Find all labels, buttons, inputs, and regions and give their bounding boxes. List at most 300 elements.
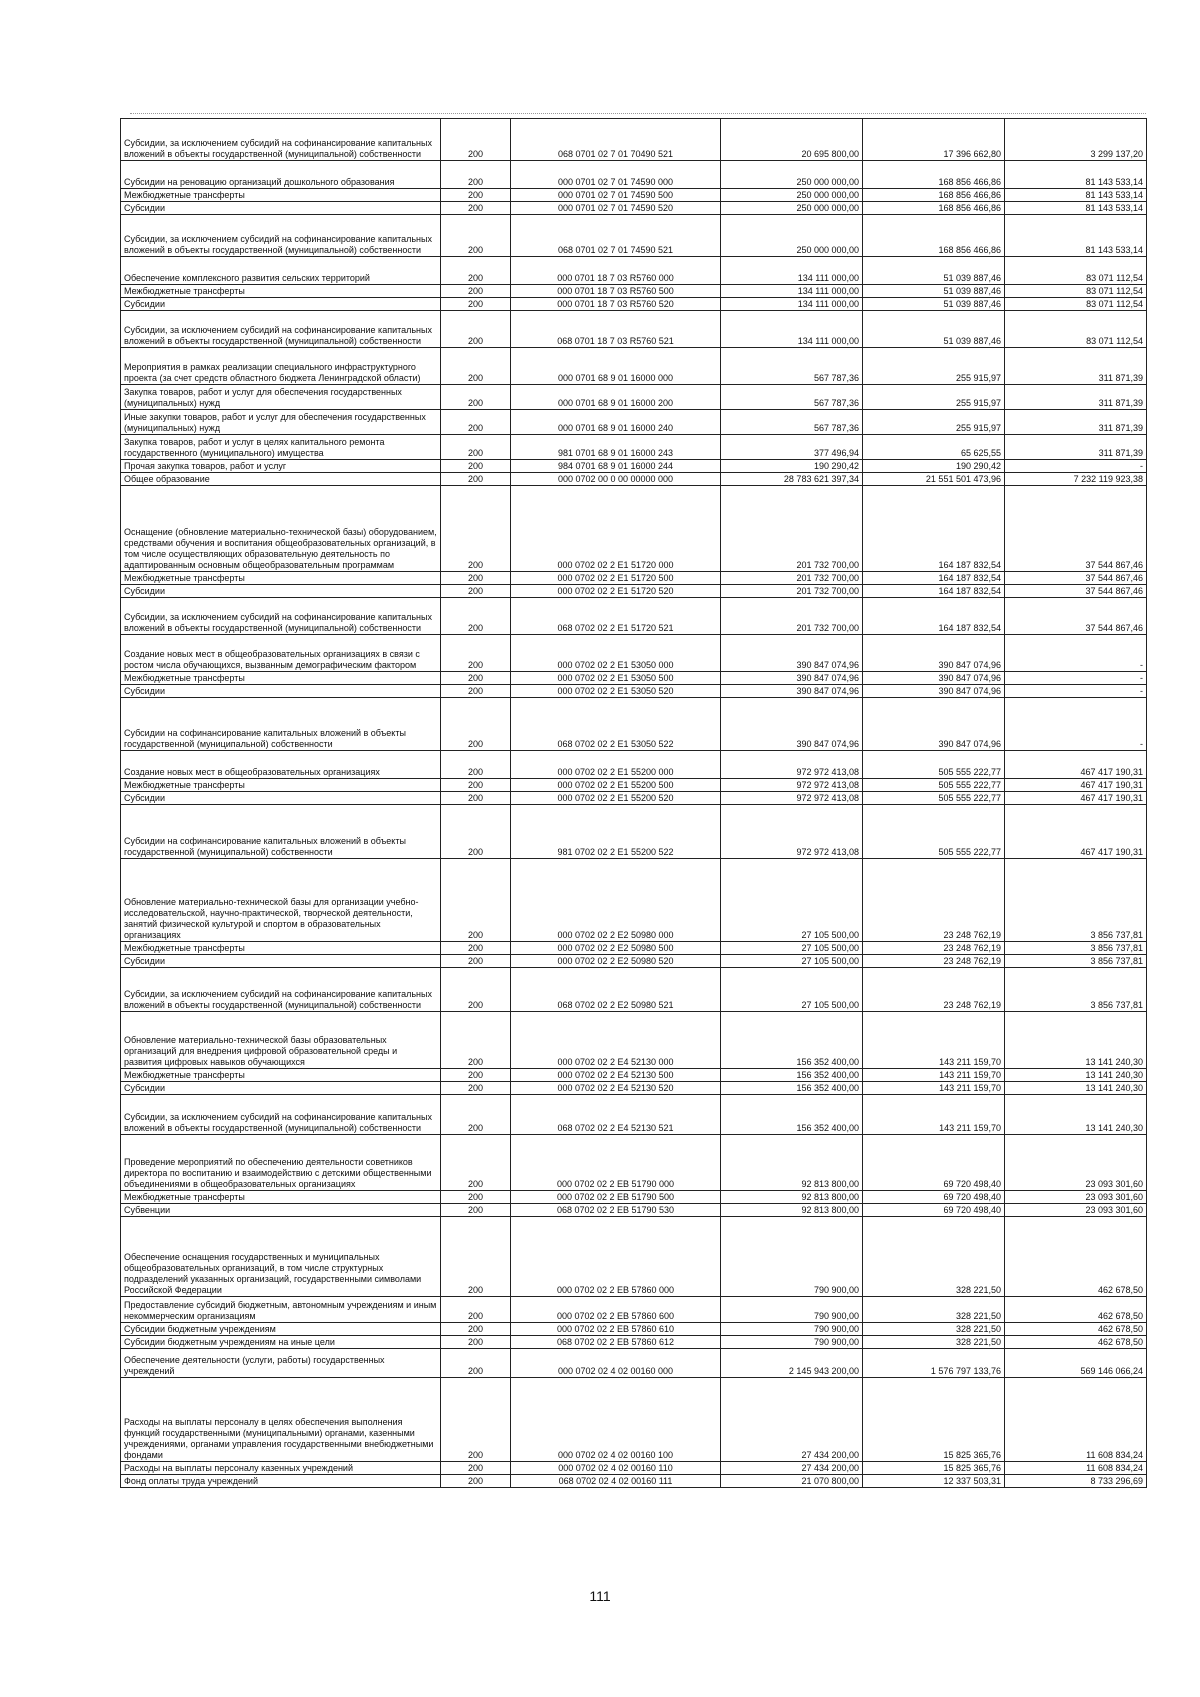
- row-executed-amount: 21 551 501 473,96: [863, 473, 1005, 486]
- row-unexecuted-amount: 37 544 867,46: [1005, 572, 1147, 585]
- row-line-code: 200: [441, 202, 511, 215]
- row-name: Прочая закупка товаров, работ и услуг: [121, 460, 441, 473]
- row-approved-amount: 21 070 800,00: [721, 1475, 863, 1488]
- table-row: [121, 1297, 1147, 1323]
- table-row: [121, 751, 1147, 779]
- row-classification-code: 000 0702 02 2 E1 51720 000: [511, 486, 721, 572]
- row-unexecuted-amount: 81 143 533,14: [1005, 202, 1147, 215]
- row-approved-amount: 156 352 400,00: [721, 1095, 863, 1135]
- row-executed-amount: 168 856 466,86: [863, 202, 1005, 215]
- row-classification-code: 000 0702 02 2 E1 53050 520: [511, 685, 721, 698]
- row-executed-amount: 15 825 365,76: [863, 1378, 1005, 1462]
- row-name: Субсидии: [121, 955, 441, 968]
- table-row: [121, 1475, 1147, 1488]
- row-classification-code: 000 0702 02 2 E4 52130 500: [511, 1069, 721, 1082]
- table-row: [121, 285, 1147, 298]
- row-unexecuted-amount: 23 093 301,60: [1005, 1135, 1147, 1191]
- row-unexecuted-amount: 11 608 834,24: [1005, 1462, 1147, 1475]
- table-row: [121, 215, 1147, 257]
- row-executed-amount: 168 856 466,86: [863, 161, 1005, 189]
- row-line-code: 200: [441, 1349, 511, 1378]
- row-unexecuted-amount: -: [1005, 460, 1147, 473]
- row-name: Обеспечение комплексного развития сельских территорий: [121, 257, 441, 285]
- row-classification-code: 000 0702 02 2 EВ 51790 500: [511, 1191, 721, 1204]
- row-unexecuted-amount: 467 417 190,31: [1005, 792, 1147, 805]
- row-classification-code: 068 0701 02 7 01 70490 521: [511, 119, 721, 161]
- row-unexecuted-amount: 3 299 137,20: [1005, 119, 1147, 161]
- row-executed-amount: 168 856 466,86: [863, 215, 1005, 257]
- row-name: Межбюджетные трансферты: [121, 1069, 441, 1082]
- row-name: Субсидии: [121, 585, 441, 598]
- row-classification-code: 000 0702 02 2 E1 55200 520: [511, 792, 721, 805]
- row-line-code: 200: [441, 942, 511, 955]
- table-row: [121, 598, 1147, 635]
- row-unexecuted-amount: 3 856 737,81: [1005, 955, 1147, 968]
- row-classification-code: 000 0702 00 0 00 00000 000: [511, 473, 721, 486]
- row-line-code: 200: [441, 572, 511, 585]
- row-line-code: 200: [441, 1475, 511, 1488]
- row-executed-amount: 390 847 074,96: [863, 672, 1005, 685]
- row-executed-amount: 390 847 074,96: [863, 698, 1005, 751]
- row-unexecuted-amount: 462 678,50: [1005, 1217, 1147, 1297]
- row-executed-amount: 51 039 887,46: [863, 257, 1005, 285]
- row-approved-amount: 201 732 700,00: [721, 572, 863, 585]
- table-row: [121, 968, 1147, 1012]
- row-unexecuted-amount: 311 871,39: [1005, 435, 1147, 460]
- row-classification-code: 000 0701 18 7 03 R5760 500: [511, 285, 721, 298]
- row-classification-code: 068 0702 02 2 E1 51720 521: [511, 598, 721, 635]
- row-unexecuted-amount: 7 232 119 923,38: [1005, 473, 1147, 486]
- row-executed-amount: 69 720 498,40: [863, 1135, 1005, 1191]
- table-row: [121, 311, 1147, 348]
- row-unexecuted-amount: 13 141 240,30: [1005, 1095, 1147, 1135]
- table-row: [121, 1012, 1147, 1069]
- table-row: [121, 635, 1147, 672]
- row-executed-amount: 12 337 503,31: [863, 1475, 1005, 1488]
- row-line-code: 200: [441, 585, 511, 598]
- row-unexecuted-amount: 23 093 301,60: [1005, 1204, 1147, 1217]
- row-classification-code: 000 0702 02 2 E1 55200 000: [511, 751, 721, 779]
- table-row: [121, 1191, 1147, 1204]
- row-classification-code: 000 0702 02 2 E1 55200 500: [511, 779, 721, 792]
- row-line-code: 200: [441, 460, 511, 473]
- row-executed-amount: 505 555 222,77: [863, 805, 1005, 859]
- row-line-code: 200: [441, 955, 511, 968]
- row-name: Субвенции: [121, 1204, 441, 1217]
- row-classification-code: 068 0702 02 2 EВ 51790 530: [511, 1204, 721, 1217]
- row-approved-amount: 567 787,36: [721, 410, 863, 435]
- row-classification-code: 068 0702 02 2 E4 52130 521: [511, 1095, 721, 1135]
- table-row: [121, 385, 1147, 410]
- row-line-code: 200: [441, 1336, 511, 1349]
- row-line-code: 200: [441, 805, 511, 859]
- row-executed-amount: 69 720 498,40: [863, 1191, 1005, 1204]
- row-approved-amount: 972 972 413,08: [721, 779, 863, 792]
- row-executed-amount: 255 915,97: [863, 348, 1005, 385]
- row-classification-code: 981 0702 02 2 E1 55200 522: [511, 805, 721, 859]
- row-approved-amount: 201 732 700,00: [721, 598, 863, 635]
- row-executed-amount: 328 221,50: [863, 1323, 1005, 1336]
- row-line-code: 200: [441, 385, 511, 410]
- row-name: Межбюджетные трансферты: [121, 285, 441, 298]
- row-line-code: 200: [441, 285, 511, 298]
- row-name: Субсидии, за исключением субсидий на софинансирование капитальных вложений в объекты государственной (муниципальной) собственности: [121, 1095, 441, 1135]
- row-unexecuted-amount: -: [1005, 685, 1147, 698]
- row-unexecuted-amount: 13 141 240,30: [1005, 1069, 1147, 1082]
- row-name: Закупка товаров, работ и услуг для обеспечения государственных (муниципальных) нужд: [121, 385, 441, 410]
- row-name: Субсидии на софинансирование капитальных вложений в объекты государственной (муниципальной) собственности: [121, 698, 441, 751]
- row-approved-amount: 390 847 074,96: [721, 672, 863, 685]
- row-name: Проведение мероприятий по обеспечению деятельности советников директора по воспитанию и взаимодействию с детскими общественными объединениями в общеобразовательных организациях: [121, 1135, 441, 1191]
- row-approved-amount: 972 972 413,08: [721, 792, 863, 805]
- row-approved-amount: 92 813 800,00: [721, 1135, 863, 1191]
- row-executed-amount: 51 039 887,46: [863, 285, 1005, 298]
- row-unexecuted-amount: 311 871,39: [1005, 410, 1147, 435]
- row-line-code: 200: [441, 1378, 511, 1462]
- row-approved-amount: 972 972 413,08: [721, 751, 863, 779]
- row-classification-code: 000 0701 68 9 01 16000 240: [511, 410, 721, 435]
- row-line-code: 200: [441, 598, 511, 635]
- row-name: Общее образование: [121, 473, 441, 486]
- row-approved-amount: 790 900,00: [721, 1323, 863, 1336]
- row-classification-code: 000 0702 02 2 E2 50980 520: [511, 955, 721, 968]
- row-classification-code: 000 0702 02 2 EВ 57860 600: [511, 1297, 721, 1323]
- row-executed-amount: 17 396 662,80: [863, 119, 1005, 161]
- row-line-code: 200: [441, 119, 511, 161]
- row-line-code: 200: [441, 1323, 511, 1336]
- row-unexecuted-amount: 462 678,50: [1005, 1323, 1147, 1336]
- row-executed-amount: 255 915,97: [863, 385, 1005, 410]
- table-row: [121, 410, 1147, 435]
- table-row: [121, 161, 1147, 189]
- row-approved-amount: 92 813 800,00: [721, 1191, 863, 1204]
- row-unexecuted-amount: 3 856 737,81: [1005, 942, 1147, 955]
- table-row: [121, 572, 1147, 585]
- row-name: Обновление материально-технической базы образовательных организаций для внедрения цифровой образовательной среды и развития цифровых навыков обучающихся: [121, 1012, 441, 1069]
- row-classification-code: 000 0702 02 2 E4 52130 000: [511, 1012, 721, 1069]
- row-executed-amount: 255 915,97: [863, 410, 1005, 435]
- row-classification-code: 000 0701 02 7 01 74590 500: [511, 189, 721, 202]
- row-approved-amount: 377 496,94: [721, 435, 863, 460]
- row-approved-amount: 156 352 400,00: [721, 1082, 863, 1095]
- row-unexecuted-amount: 13 141 240,30: [1005, 1012, 1147, 1069]
- row-executed-amount: 143 211 159,70: [863, 1095, 1005, 1135]
- row-approved-amount: 27 105 500,00: [721, 968, 863, 1012]
- row-classification-code: 000 0702 02 4 02 00160 110: [511, 1462, 721, 1475]
- row-executed-amount: 143 211 159,70: [863, 1082, 1005, 1095]
- row-line-code: 200: [441, 215, 511, 257]
- table-row: [121, 805, 1147, 859]
- table-row: [121, 859, 1147, 942]
- table-row: [121, 779, 1147, 792]
- row-name: Субсидии, за исключением субсидий на софинансирование капитальных вложений в объекты государственной (муниципальной) собственности: [121, 968, 441, 1012]
- row-executed-amount: 505 555 222,77: [863, 751, 1005, 779]
- row-line-code: 200: [441, 751, 511, 779]
- row-classification-code: 984 0701 68 9 01 16000 244: [511, 460, 721, 473]
- row-line-code: 200: [441, 1191, 511, 1204]
- table-row: [121, 298, 1147, 311]
- table-row: [121, 1204, 1147, 1217]
- row-name: Межбюджетные трансферты: [121, 1191, 441, 1204]
- row-unexecuted-amount: 467 417 190,31: [1005, 751, 1147, 779]
- row-line-code: 200: [441, 1012, 511, 1069]
- row-line-code: 200: [441, 1095, 511, 1135]
- table-row: [121, 257, 1147, 285]
- row-unexecuted-amount: 37 544 867,46: [1005, 585, 1147, 598]
- row-executed-amount: 164 187 832,54: [863, 486, 1005, 572]
- row-unexecuted-amount: 13 141 240,30: [1005, 1082, 1147, 1095]
- row-unexecuted-amount: 467 417 190,31: [1005, 779, 1147, 792]
- table-row: [121, 1462, 1147, 1475]
- row-line-code: 200: [441, 685, 511, 698]
- table-row: [121, 585, 1147, 598]
- row-approved-amount: 250 000 000,00: [721, 161, 863, 189]
- row-unexecuted-amount: 83 071 112,54: [1005, 285, 1147, 298]
- table-row: [121, 942, 1147, 955]
- row-name: Субсидии: [121, 1082, 441, 1095]
- row-approved-amount: 390 847 074,96: [721, 698, 863, 751]
- row-approved-amount: 790 900,00: [721, 1297, 863, 1323]
- row-name: Создание новых мест в общеобразовательных организациях в связи с ростом числа обучающихся, вызванным демографическим фактором: [121, 635, 441, 672]
- row-name: Создание новых мест в общеобразовательных организациях: [121, 751, 441, 779]
- row-line-code: 200: [441, 298, 511, 311]
- row-line-code: 200: [441, 1217, 511, 1297]
- table-row: [121, 1336, 1147, 1349]
- row-line-code: 200: [441, 792, 511, 805]
- row-classification-code: 000 0702 02 2 EВ 51790 000: [511, 1135, 721, 1191]
- row-name: Иные закупки товаров, работ и услуг для обеспечения государственных (муниципальных) нужд: [121, 410, 441, 435]
- row-approved-amount: 390 847 074,96: [721, 685, 863, 698]
- row-line-code: 200: [441, 1462, 511, 1475]
- row-name: Межбюджетные трансферты: [121, 779, 441, 792]
- row-unexecuted-amount: 81 143 533,14: [1005, 215, 1147, 257]
- row-unexecuted-amount: -: [1005, 672, 1147, 685]
- table-row: [121, 119, 1147, 161]
- row-approved-amount: 27 434 200,00: [721, 1378, 863, 1462]
- row-classification-code: 000 0702 02 2 E2 50980 000: [511, 859, 721, 942]
- row-classification-code: 000 0702 02 2 E1 53050 000: [511, 635, 721, 672]
- row-name: Предоставление субсидий бюджетным, автономным учреждениям и иным некоммерческим организациям: [121, 1297, 441, 1323]
- row-unexecuted-amount: 83 071 112,54: [1005, 257, 1147, 285]
- row-executed-amount: 1 576 797 133,76: [863, 1349, 1005, 1378]
- row-classification-code: 000 0702 02 2 E1 51720 520: [511, 585, 721, 598]
- table-row: [121, 1069, 1147, 1082]
- row-name: Мероприятия в рамках реализации специального инфраструктурного проекта (за счет средств областного бюджета Ленинградской области): [121, 348, 441, 385]
- row-approved-amount: 790 900,00: [721, 1217, 863, 1297]
- row-executed-amount: 143 211 159,70: [863, 1012, 1005, 1069]
- row-unexecuted-amount: 11 608 834,24: [1005, 1378, 1147, 1462]
- row-name: Субсидии бюджетным учреждениям: [121, 1323, 441, 1336]
- scan-edge-mark: [130, 113, 1146, 116]
- table-row: [121, 1378, 1147, 1462]
- row-approved-amount: 972 972 413,08: [721, 805, 863, 859]
- row-approved-amount: 134 111 000,00: [721, 298, 863, 311]
- row-executed-amount: 143 211 159,70: [863, 1069, 1005, 1082]
- row-line-code: 200: [441, 348, 511, 385]
- row-approved-amount: 28 783 621 397,34: [721, 473, 863, 486]
- row-approved-amount: 134 111 000,00: [721, 311, 863, 348]
- row-classification-code: 068 0701 18 7 03 R5760 521: [511, 311, 721, 348]
- row-line-code: 200: [441, 635, 511, 672]
- table-row: [121, 1095, 1147, 1135]
- row-line-code: 200: [441, 161, 511, 189]
- row-executed-amount: 505 555 222,77: [863, 792, 1005, 805]
- row-approved-amount: 2 145 943 200,00: [721, 1349, 863, 1378]
- row-name: Субсидии: [121, 202, 441, 215]
- row-unexecuted-amount: 311 871,39: [1005, 385, 1147, 410]
- row-approved-amount: 190 290,42: [721, 460, 863, 473]
- row-line-code: 200: [441, 257, 511, 285]
- row-executed-amount: 190 290,42: [863, 460, 1005, 473]
- row-unexecuted-amount: 3 856 737,81: [1005, 968, 1147, 1012]
- row-approved-amount: 201 732 700,00: [721, 486, 863, 572]
- row-name: Обновление материально-технической базы для организации учебно-исследовательской, научно-практической, творческой деятельности, занятий физической культурой и спортом в образовательных организациях: [121, 859, 441, 942]
- row-executed-amount: 505 555 222,77: [863, 779, 1005, 792]
- row-line-code: 200: [441, 779, 511, 792]
- row-name: Субсидии, за исключением субсидий на софинансирование капитальных вложений в объекты государственной (муниципальной) собственности: [121, 215, 441, 257]
- row-approved-amount: 27 105 500,00: [721, 955, 863, 968]
- row-line-code: 200: [441, 473, 511, 486]
- row-name: Субсидии, за исключением субсидий на софинансирование капитальных вложений в объекты государственной (муниципальной) собственности: [121, 311, 441, 348]
- row-approved-amount: 567 787,36: [721, 348, 863, 385]
- row-line-code: 200: [441, 1135, 511, 1191]
- row-approved-amount: 567 787,36: [721, 385, 863, 410]
- table-row: [121, 955, 1147, 968]
- row-executed-amount: 328 221,50: [863, 1297, 1005, 1323]
- table-row: [121, 473, 1147, 486]
- row-approved-amount: 27 105 500,00: [721, 942, 863, 955]
- table-row: [121, 1349, 1147, 1378]
- row-name: Субсидии бюджетным учреждениям на иные цели: [121, 1336, 441, 1349]
- row-unexecuted-amount: 467 417 190,31: [1005, 805, 1147, 859]
- row-classification-code: 000 0702 02 4 02 00160 100: [511, 1378, 721, 1462]
- row-unexecuted-amount: 462 678,50: [1005, 1336, 1147, 1349]
- row-name: Закупка товаров, работ и услуг в целях капитального ремонта государственного (муниципального) имущества: [121, 435, 441, 460]
- row-executed-amount: 23 248 762,19: [863, 968, 1005, 1012]
- row-line-code: 200: [441, 1204, 511, 1217]
- row-line-code: 200: [441, 968, 511, 1012]
- table-row: [121, 1217, 1147, 1297]
- row-approved-amount: 156 352 400,00: [721, 1069, 863, 1082]
- row-line-code: 200: [441, 1069, 511, 1082]
- row-line-code: 200: [441, 1297, 511, 1323]
- row-classification-code: 000 0702 02 2 E1 51720 500: [511, 572, 721, 585]
- row-line-code: 200: [441, 698, 511, 751]
- row-name: Субсидии: [121, 685, 441, 698]
- table-row: [121, 685, 1147, 698]
- row-approved-amount: 92 813 800,00: [721, 1204, 863, 1217]
- row-unexecuted-amount: -: [1005, 635, 1147, 672]
- row-unexecuted-amount: -: [1005, 698, 1147, 751]
- row-name: Фонд оплаты труда учреждений: [121, 1475, 441, 1488]
- table-row: [121, 486, 1147, 572]
- row-executed-amount: 15 825 365,76: [863, 1462, 1005, 1475]
- row-line-code: 200: [441, 189, 511, 202]
- row-executed-amount: 390 847 074,96: [863, 685, 1005, 698]
- row-classification-code: 000 0701 18 7 03 R5760 000: [511, 257, 721, 285]
- row-approved-amount: 20 695 800,00: [721, 119, 863, 161]
- row-executed-amount: 164 187 832,54: [863, 598, 1005, 635]
- row-classification-code: 000 0702 02 4 02 00160 000: [511, 1349, 721, 1378]
- table-row: [121, 460, 1147, 473]
- row-approved-amount: 134 111 000,00: [721, 285, 863, 298]
- row-line-code: 200: [441, 486, 511, 572]
- row-executed-amount: 23 248 762,19: [863, 955, 1005, 968]
- row-unexecuted-amount: 81 143 533,14: [1005, 189, 1147, 202]
- row-executed-amount: 65 625,55: [863, 435, 1005, 460]
- table-row: [121, 348, 1147, 385]
- row-executed-amount: 23 248 762,19: [863, 942, 1005, 955]
- row-classification-code: 068 0702 02 4 02 00160 111: [511, 1475, 721, 1488]
- row-approved-amount: 134 111 000,00: [721, 257, 863, 285]
- row-line-code: 200: [441, 859, 511, 942]
- row-line-code: 200: [441, 1082, 511, 1095]
- row-executed-amount: 328 221,50: [863, 1336, 1005, 1349]
- row-name: Субсидии на софинансирование капитальных вложений в объекты государственной (муниципальной) собственности: [121, 805, 441, 859]
- row-line-code: 200: [441, 311, 511, 348]
- row-name: Субсидии на реновацию организаций дошкольного образования: [121, 161, 441, 189]
- row-unexecuted-amount: 8 733 296,69: [1005, 1475, 1147, 1488]
- row-classification-code: 000 0702 02 2 E4 52130 520: [511, 1082, 721, 1095]
- row-name: Оснащение (обновление материально-технической базы) оборудованием, средствами обучения и воспитания общеобразовательных организаций, в том числе осуществляющих образовательную деятельность по адаптированным основным общеобразовательным программам: [121, 486, 441, 572]
- row-approved-amount: 790 900,00: [721, 1336, 863, 1349]
- row-name: Субсидии, за исключением субсидий на софинансирование капитальных вложений в объекты государственной (муниципальной) собственности: [121, 598, 441, 635]
- row-classification-code: 068 0702 02 2 E2 50980 521: [511, 968, 721, 1012]
- row-name: Обеспечение оснащения государственных и муниципальных общеобразовательных организаций, в том числе структурных подразделений указанных организаций, государственными символами Российской Федерации: [121, 1217, 441, 1297]
- row-unexecuted-amount: 83 071 112,54: [1005, 311, 1147, 348]
- row-classification-code: 000 0701 18 7 03 R5760 520: [511, 298, 721, 311]
- row-classification-code: 000 0701 68 9 01 16000 200: [511, 385, 721, 410]
- row-classification-code: 068 0702 02 2 E1 53050 522: [511, 698, 721, 751]
- page-number: 111: [589, 1588, 611, 1604]
- row-name: Межбюджетные трансферты: [121, 572, 441, 585]
- table-row: [121, 792, 1147, 805]
- row-unexecuted-amount: 83 071 112,54: [1005, 298, 1147, 311]
- row-classification-code: 000 0702 02 2 E1 53050 500: [511, 672, 721, 685]
- row-executed-amount: 390 847 074,96: [863, 635, 1005, 672]
- row-classification-code: 068 0702 02 2 EВ 57860 612: [511, 1336, 721, 1349]
- row-classification-code: 000 0702 02 2 E2 50980 500: [511, 942, 721, 955]
- row-name: Расходы на выплаты персоналу казенных учреждений: [121, 1462, 441, 1475]
- row-approved-amount: 250 000 000,00: [721, 202, 863, 215]
- row-approved-amount: 27 434 200,00: [721, 1462, 863, 1475]
- table-row: [121, 698, 1147, 751]
- table-row: [121, 1323, 1147, 1336]
- row-name: Межбюджетные трансферты: [121, 942, 441, 955]
- row-name: Межбюджетные трансферты: [121, 189, 441, 202]
- row-unexecuted-amount: 569 146 066,24: [1005, 1349, 1147, 1378]
- row-executed-amount: 23 248 762,19: [863, 859, 1005, 942]
- table-row: [121, 189, 1147, 202]
- row-executed-amount: 168 856 466,86: [863, 189, 1005, 202]
- table-row: [121, 202, 1147, 215]
- row-classification-code: 000 0701 02 7 01 74590 000: [511, 161, 721, 189]
- table-row: [121, 672, 1147, 685]
- row-classification-code: 000 0701 02 7 01 74590 520: [511, 202, 721, 215]
- row-unexecuted-amount: 37 544 867,46: [1005, 598, 1147, 635]
- row-executed-amount: 328 221,50: [863, 1217, 1005, 1297]
- row-executed-amount: 51 039 887,46: [863, 298, 1005, 311]
- row-executed-amount: 69 720 498,40: [863, 1204, 1005, 1217]
- row-name: Расходы на выплаты персоналу в целях обеспечения выполнения функций государственными (муниципальными) органами, казенными учреждениями, органами управления государственными внебюджетными фондами: [121, 1378, 441, 1462]
- row-line-code: 200: [441, 672, 511, 685]
- row-unexecuted-amount: 37 544 867,46: [1005, 486, 1147, 572]
- row-approved-amount: 250 000 000,00: [721, 189, 863, 202]
- row-unexecuted-amount: 462 678,50: [1005, 1297, 1147, 1323]
- row-classification-code: 000 0701 68 9 01 16000 000: [511, 348, 721, 385]
- row-approved-amount: 156 352 400,00: [721, 1012, 863, 1069]
- row-approved-amount: 201 732 700,00: [721, 585, 863, 598]
